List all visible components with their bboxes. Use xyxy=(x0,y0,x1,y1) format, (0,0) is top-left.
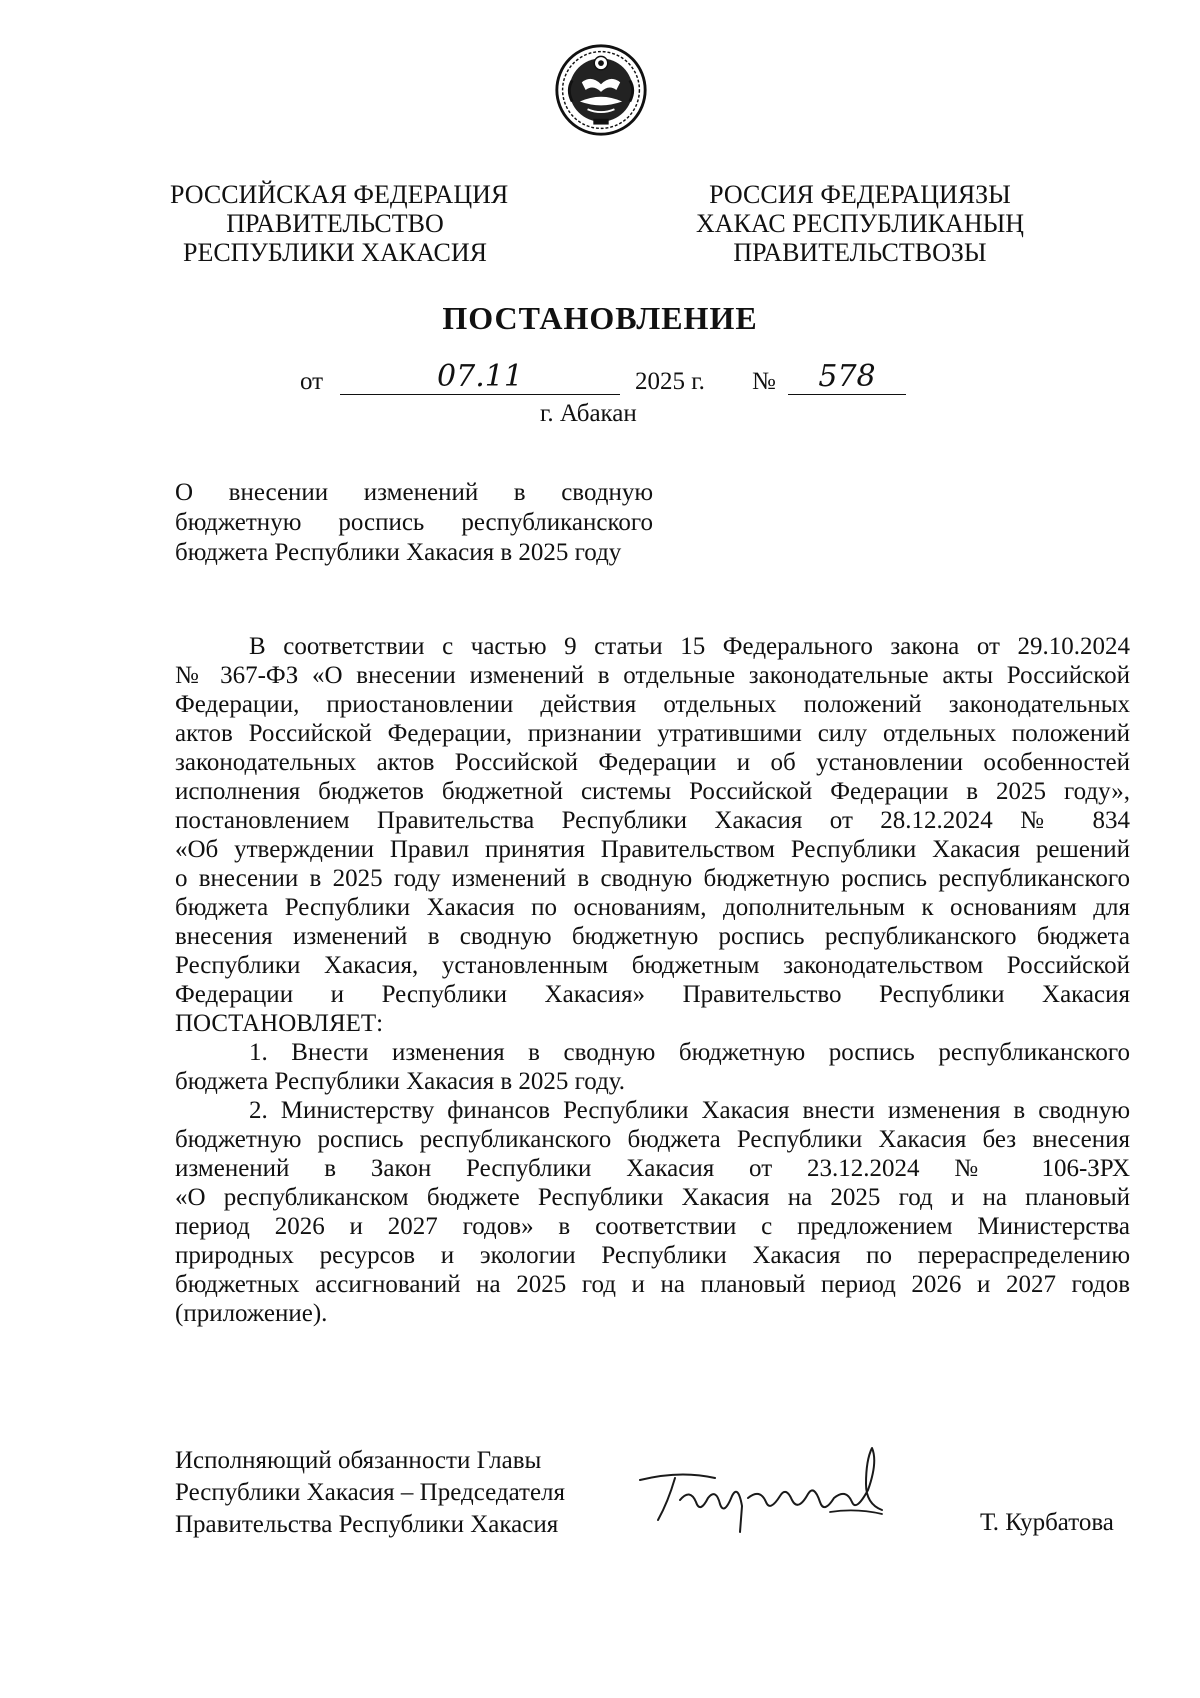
signer-name: Т. Курбатова xyxy=(980,1509,1114,1536)
header-left xyxy=(170,180,509,267)
body-line: законодательных актов Российской Федерации и об установлении особенностей xyxy=(175,749,1130,776)
body-line: В соответствии с частью 9 статьи 15 Федерального закона от 29.10.2024 xyxy=(249,633,1130,660)
header-left-line: РЕСПУБЛИКИ ХАКАСИЯ xyxy=(182,238,487,267)
date-handwritten: 07.11 xyxy=(340,362,620,395)
subject-line: бюджетную роспись республиканского xyxy=(175,509,653,536)
number-handwritten: 578 xyxy=(788,362,906,395)
body-line: (приложение). xyxy=(175,1300,328,1327)
from-label: от xyxy=(300,368,324,395)
header-right-line: ПРАВИТЕЛЬСТВОЗЫ xyxy=(733,238,987,267)
body-line: постановлением Правительства Республики Хакасия от 28.12.2024 № 834 xyxy=(175,807,1130,834)
header-right xyxy=(690,180,1030,267)
body-line: Республики Хакасия, установленным бюджетным законодательством Российской xyxy=(175,952,1130,979)
body-line: о внесении в 2025 году изменений в сводную бюджетную роспись республиканского xyxy=(175,865,1130,892)
signatory-position xyxy=(175,1445,565,1541)
handwritten-signature-icon xyxy=(620,1440,900,1540)
document-subject xyxy=(175,478,653,568)
date-number-row xyxy=(300,359,920,402)
body-line: «О республиканском бюджете Республики Хакасия на 2025 год и на плановый xyxy=(175,1184,1130,1211)
body-line: природных ресурсов и экологии Республики Хакасия по перераспределению xyxy=(175,1242,1130,1269)
body-line: бюджета Республики Хакасия в 2025 году. xyxy=(175,1068,626,1095)
body-line: ПОСТАНОВЛЯЕТ: xyxy=(175,1010,384,1037)
body-line: исполнения бюджетов бюджетной системы Российской Федерации в 2025 году», xyxy=(175,778,1130,805)
document-body xyxy=(175,632,1130,1328)
header-right-line: ХАКАС РЕСПУБЛИКАНЫҢ xyxy=(695,209,1025,238)
body-line: внесения изменений в сводную бюджетную роспись республиканского бюджета xyxy=(175,923,1130,950)
body-line: 2. Министерству финансов Республики Хакасия внести изменения в сводную xyxy=(249,1097,1130,1124)
body-line: бюджета Республики Хакасия по основаниям, дополнительным к основаниям для xyxy=(175,894,1130,921)
city: г. Абакан xyxy=(540,400,637,427)
body-line: Федерации, приостановлении действия отдельных положений законодательных xyxy=(175,691,1130,718)
body-line: изменений в Закон Республики Хакасия от 23.12.2024 № 106-ЗРХ xyxy=(175,1155,1130,1182)
number-label: № xyxy=(752,368,776,395)
coat-of-arms-icon xyxy=(553,42,649,138)
header-left-line: ПРАВИТЕЛЬСТВО xyxy=(226,209,444,238)
body-line: бюджетную роспись республиканского бюджета Республики Хакасия без внесения xyxy=(175,1126,1130,1153)
position-line: Республики Хакасия – Председателя xyxy=(175,1479,566,1506)
subject-line: О внесении изменений в сводную xyxy=(175,479,653,506)
position-line: Правительства Республики Хакасия xyxy=(175,1511,559,1538)
body-line: № 367-ФЗ «О внесении изменений в отдельные законодательные акты Российской xyxy=(175,662,1130,689)
year-label: 2025 г. xyxy=(635,368,705,395)
header-left-line: РОССИЙСКАЯ ФЕДЕРАЦИЯ xyxy=(170,180,509,209)
document-title: ПОСТАНОВЛЕНИЕ xyxy=(442,300,758,336)
body-line: «Об утверждении Правил принятия Правительством Республики Хакасия решений xyxy=(175,836,1130,863)
position-line: Исполняющий обязанности Главы xyxy=(175,1447,542,1474)
body-line: 1. Внести изменения в сводную бюджетную роспись республиканского xyxy=(249,1039,1130,1066)
body-line: Федерации и Республики Хакасия» Правительство Республики Хакасия xyxy=(175,981,1130,1008)
body-line: актов Российской Федерации, признании утратившими силу отдельных положений xyxy=(175,720,1130,747)
body-line: период 2026 и 2027 годов» в соответствии с предложением Министерства xyxy=(175,1213,1130,1240)
subject-line: бюджета Республики Хакасия в 2025 году xyxy=(175,539,622,566)
body-line: бюджетных ассигнований на 2025 год и на плановый период 2026 и 2027 годов xyxy=(175,1271,1130,1298)
header-right-line: РОССИЯ ФЕДЕРАЦИЯЗЫ xyxy=(709,180,1011,209)
